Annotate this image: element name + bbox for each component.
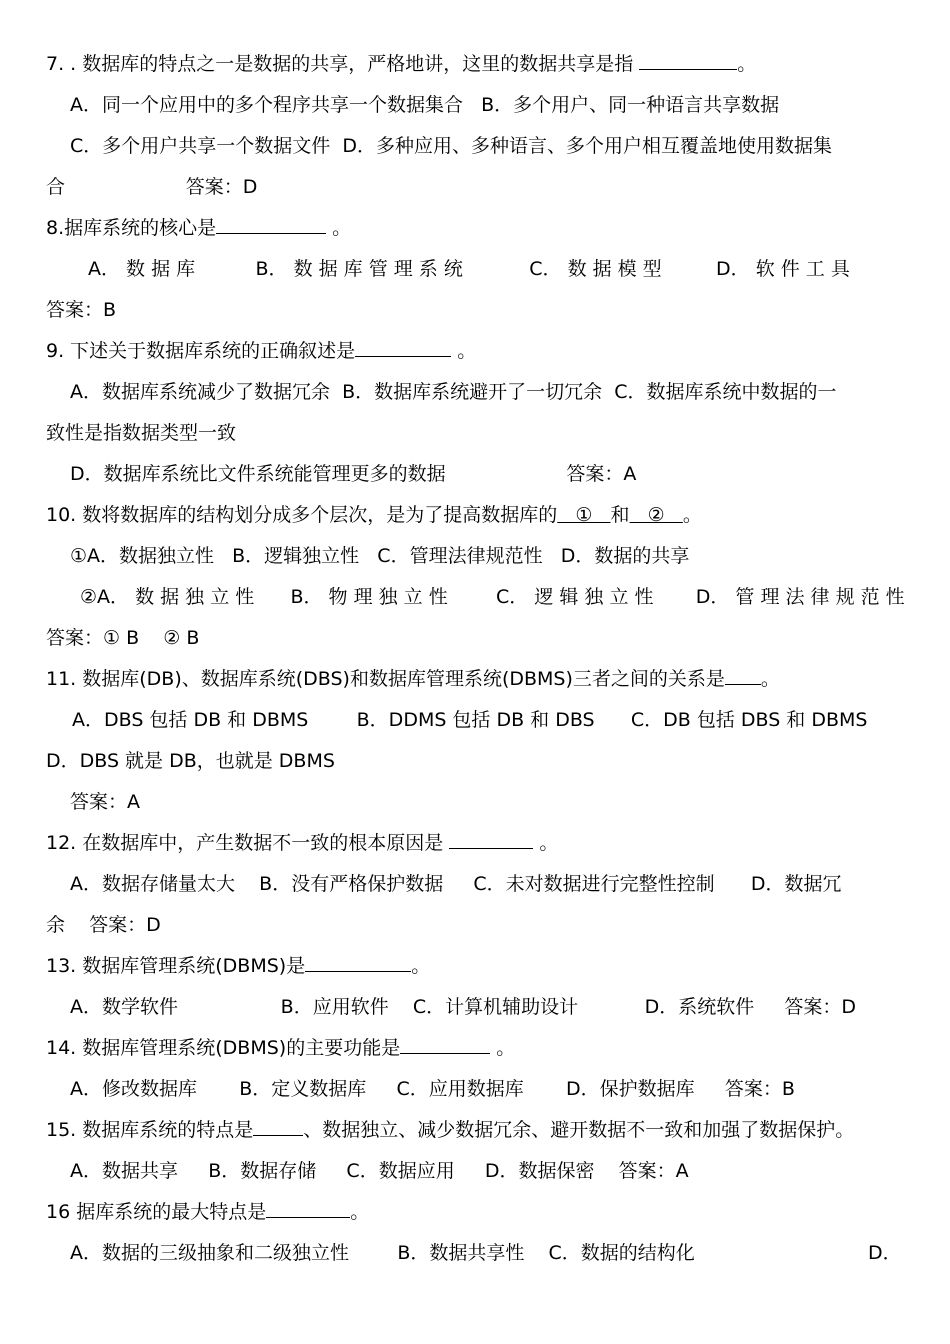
answer-blank: [449, 830, 533, 849]
q16-options: A．数据的三级抽象和二级独立性 B．数据共享性 C．数据的结构化: [70, 1242, 695, 1264]
q8-options: A． 数 据 库 B． 数 据 库 管 理 系 统 C． 数 据 模 型 D． 软 件 工 具: [88, 258, 850, 280]
q16-stem: 16 据库系统的最大特点是 。: [46, 1201, 370, 1223]
q7-options-cd: C．多个用户共享一个数据文件 D．多种应用、多种语言、多个用户相互覆盖地使用数据集: [70, 135, 832, 157]
answer-blank: [355, 338, 451, 357]
q11-options-line1: A．DBS 包括 DB 和 DBMS B．DDMS 包括 DB 和 DBS C．DB 包括 DBS 和 DBMS: [72, 709, 868, 731]
answer-blank: [266, 1199, 350, 1218]
q11-options-line2: D．DBS 就是 DB，也就是 DBMS: [46, 750, 335, 772]
q8-stem: 8.据库系统的核心是 。: [46, 217, 352, 239]
answer-blank: [216, 215, 326, 234]
q9-options-line2: 致性是指数据类型一致: [46, 422, 237, 444]
q7-stem: 7. . 数据库的特点之一是数据的共享，严格地讲，这里的数据共享是指 。: [46, 53, 757, 75]
q10-options-1: ①A．数据独立性 B．逻辑独立性 C．管理法律规范性 D．数据的共享: [70, 545, 690, 567]
q8-answer: 答案：B: [46, 299, 117, 321]
q12-stem: 12. 在数据库中，产生数据不一致的根本原因是 。: [46, 832, 559, 854]
q9-stem: 9. 下述关于数据库系统的正确叙述是 。: [46, 340, 477, 362]
q12-options-line1: A．数据存储量太大 B．没有严格保护数据 C．未对数据进行完整性控制 D．数据冗: [70, 873, 842, 895]
q14-options: A．修改数据库 B．定义数据库 C．应用数据库 D．保护数据库 答案：B: [70, 1078, 795, 1100]
q14-stem: 14. 数据库管理系统(DBMS)的主要功能是 。: [46, 1037, 516, 1059]
q10-stem: 10. 数将数据库的结构划分成多个层次，是为了提高数据库的 ① 和 ② 。: [46, 504, 702, 526]
q15-options: A．数据共享 B．数据存储 C．数据应用 D．数据保密 答案：A: [70, 1160, 689, 1182]
q10-answer: 答案：① B ② B: [46, 627, 200, 649]
q9-options-line1: A．数据库系统减少了数据冗余 B．数据库系统避开了一切冗余 C．数据库系统中数据的一: [70, 381, 837, 403]
q7-tail-answer: 合 答案：D: [46, 176, 258, 198]
answer-blank: [400, 1035, 490, 1054]
blank-2: ②: [629, 504, 683, 526]
q13-options: A．数学软件 B．应用软件 C．计算机辅助设计 D．系统软件 答案：D: [70, 996, 857, 1018]
q9-options-line3: D．数据库系统比文件系统能管理更多的数据 答案：A: [70, 463, 637, 485]
q12-options-line2: 余 答案：D: [46, 914, 161, 936]
q15-stem: 15. 数据库系统的特点是 、数据独立、减少数据冗余、避开数据不一致和加强了数据保护。: [46, 1119, 855, 1141]
q13-stem: 13. 数据库管理系统(DBMS)是 。: [46, 955, 431, 977]
answer-blank: [253, 1117, 303, 1136]
answer-blank: [305, 953, 411, 972]
q11-answer: 答案：A: [70, 791, 140, 813]
answer-blank: [639, 51, 737, 70]
q10-options-2: ②A． 数 据 独 立 性 B． 物 理 独 立 性 C． 逻 辑 独 立 性 D． 管 理 法 律 规 范 性: [80, 586, 905, 608]
q16-option-d: D．: [868, 1242, 902, 1264]
q11-stem: 11. 数据库(DB)、数据库系统(DBS)和数据库管理系统(DBMS)三者之间的关系是 。: [46, 668, 780, 690]
q7-options-ab: A．同一个应用中的多个程序共享一个数据集合 B．多个用户、同一种语言共享数据: [70, 94, 780, 116]
answer-blank: [725, 666, 761, 685]
blank-1: ①: [557, 504, 611, 526]
